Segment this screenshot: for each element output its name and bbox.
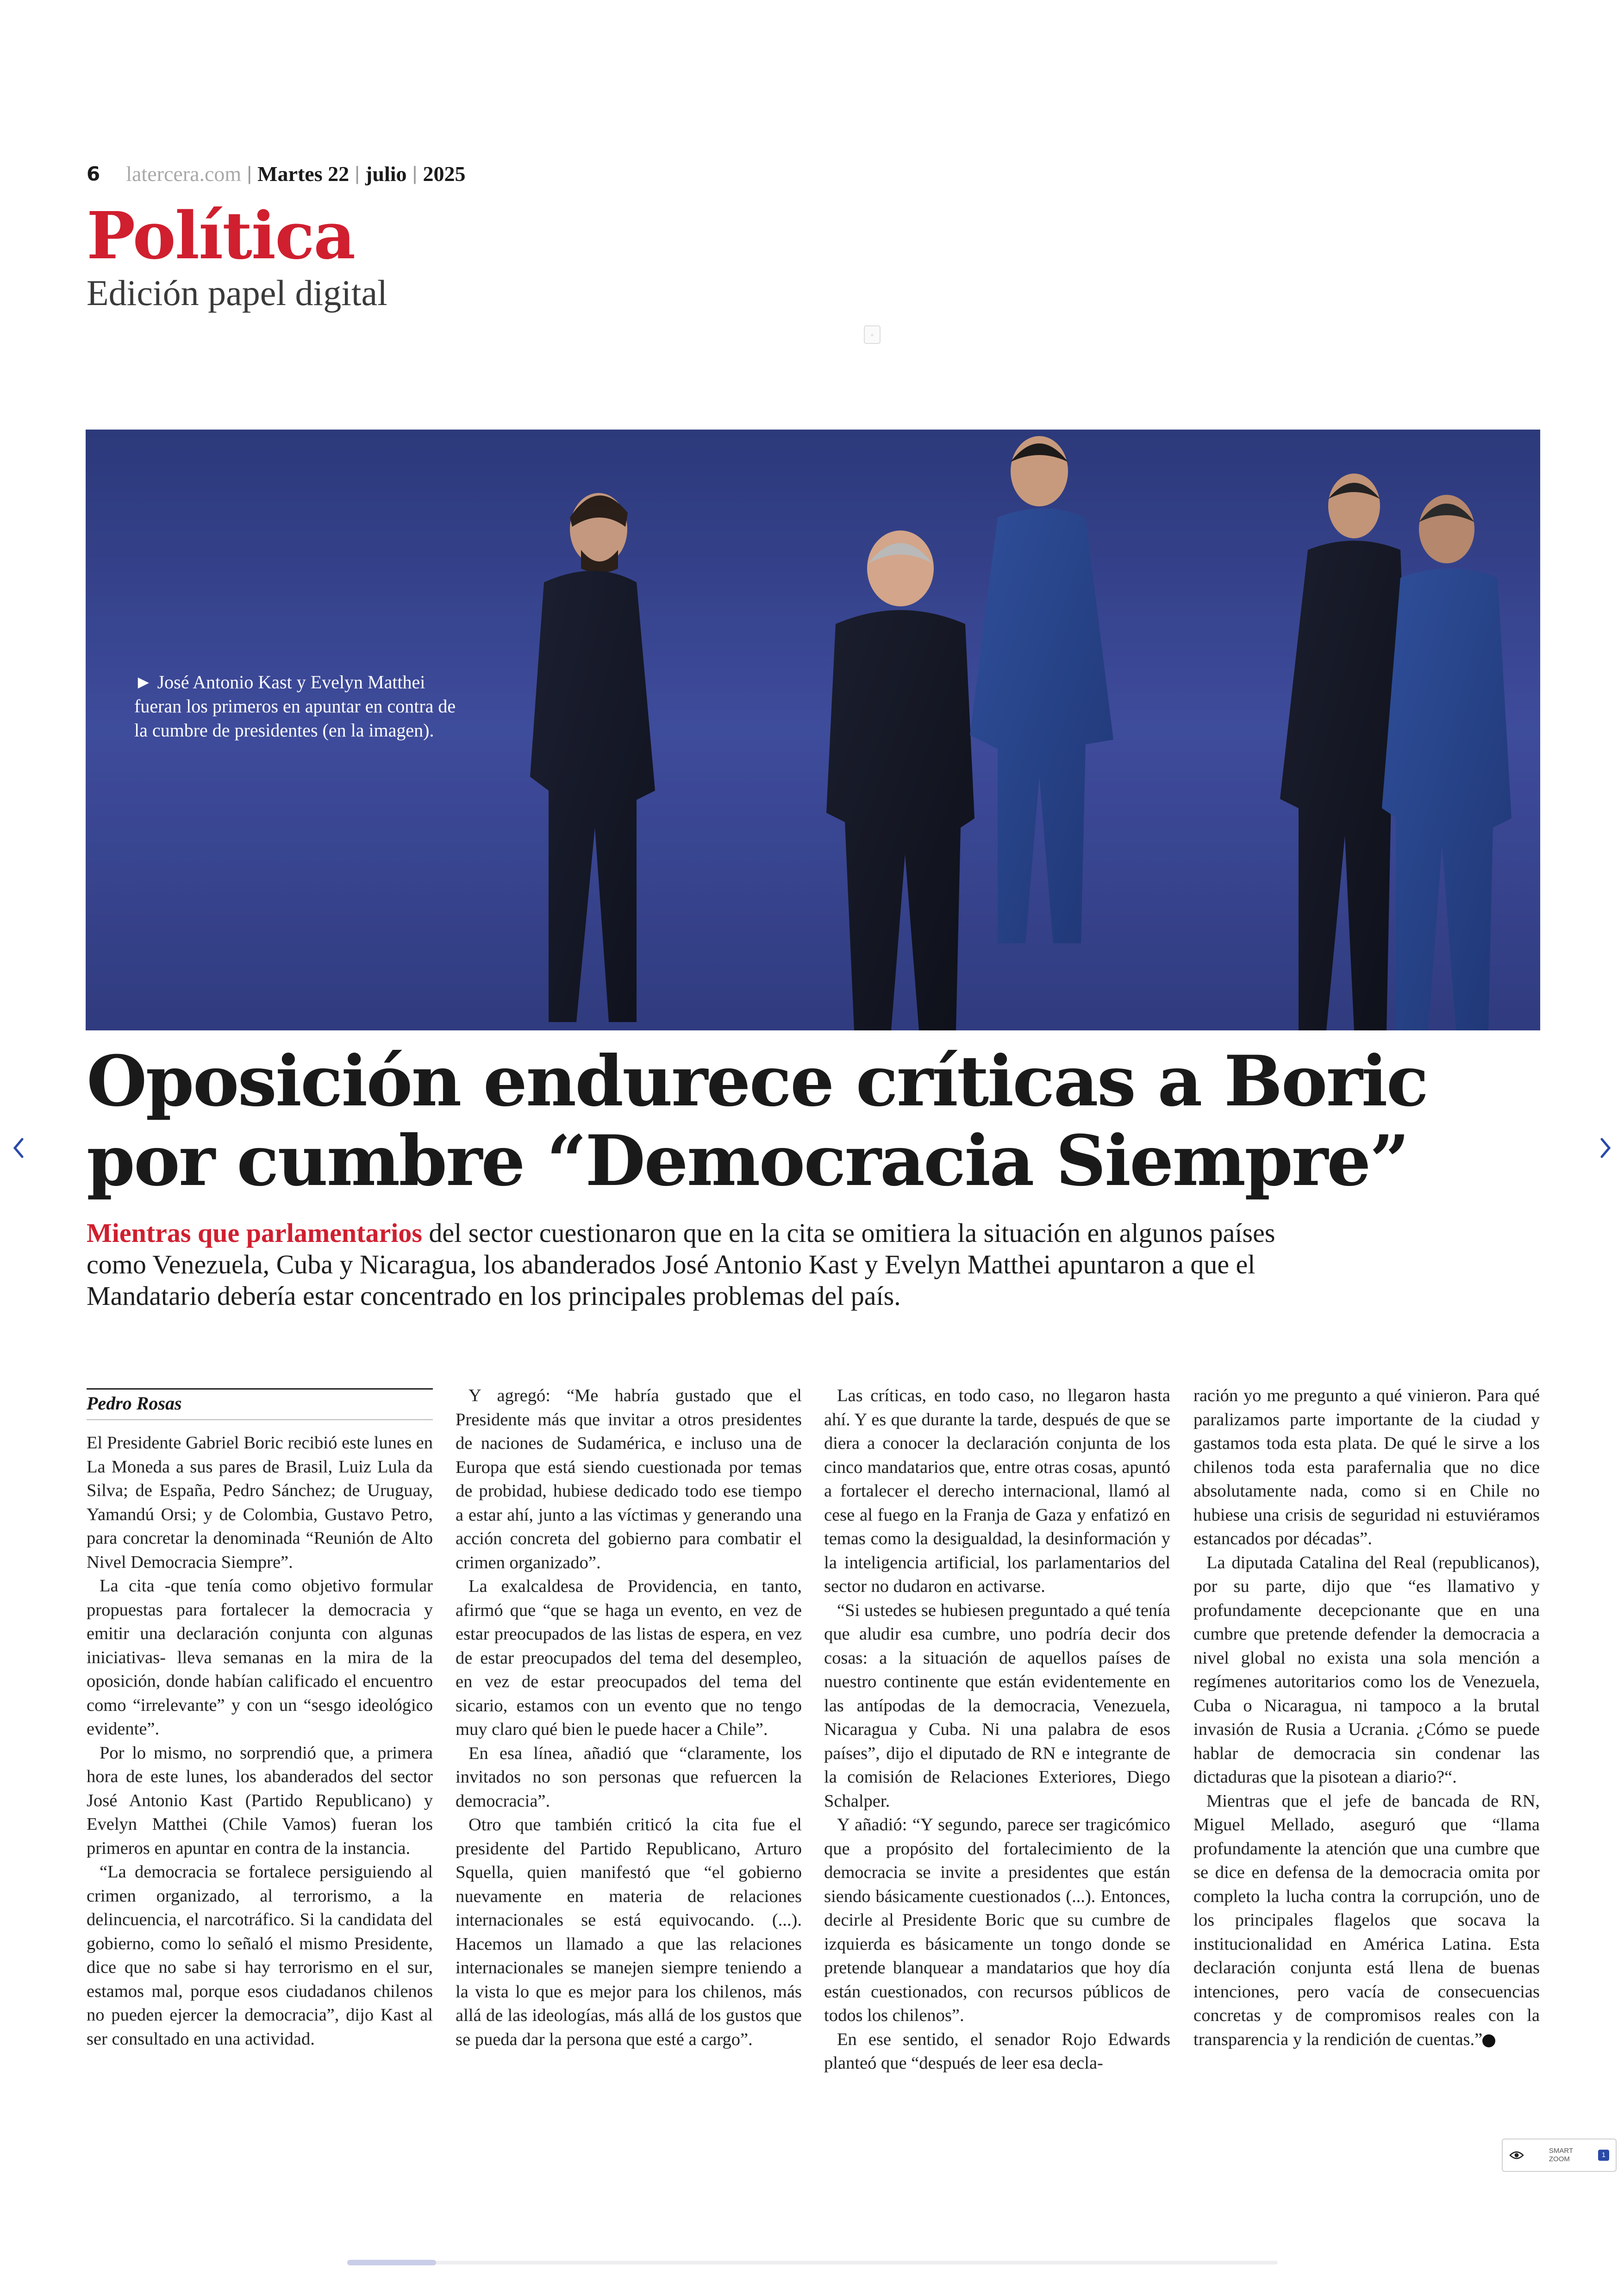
paragraph: Por lo mismo, no sorprendió que, a primera hora de este lunes, los abanderados del sector José Antonio Kast (Partido Republicano) y Evelyn Matthei (Chile Vamos) fueran los primeros en apuntar en contra de la instancia. bbox=[87, 1743, 433, 1858]
prev-page-button[interactable] bbox=[6, 1129, 30, 1166]
site-name: latercera.com bbox=[126, 162, 242, 186]
author-rule bbox=[87, 1388, 433, 1390]
photo-caption: ► José Antonio Kast y Evelyn Matthei fueran los primeros en apuntar en contra de la cumbre de presidentes (en la imagen). bbox=[134, 672, 456, 741]
paragraph: Y añadió: “Y segundo, parece ser tragicómico que a propósito del fortalecimiento de la democracia se invite a presidentes que están siendo básicamente cuestionados (...). Entonces, decirle al Presidente Boric que su cumbre de izquierda es básicamente un tongo donde se pretende blanquear a mandatarios que hoy día están cuestionados, con recursos públicos de todos los chilenos”. bbox=[824, 1815, 1170, 2025]
page-marker-icon: ▫ bbox=[864, 325, 881, 344]
lead-text: del sector cuestionaron que en la cita se omitiera la situación en algunos países como Venezuela, Cuba y Nicaragua, los abanderados José Antonio Kast y Evelyn Matthei apuntaron a que el Mandatario debería estar concentrado en los principales problemas del país. bbox=[87, 1218, 1275, 1311]
paragraph: Otro que también criticó la cita fue el presidente del Partido Republicano, Arturo Squella, quien manifestó que “el gobierno nuevamente en materia de relaciones internacionales se está equivocando. (...). Hacemos un llamado a que las relaciones internacionales se manejen siempre teniendo a la vista lo que es mejor para los chilenos, más allá de las ideologías, más allá de los gustos que se pueda dar la persona que esté a cargo”. bbox=[456, 1815, 802, 2049]
end-of-article-icon bbox=[1482, 2034, 1495, 2047]
paragraph: Y agregó: “Me habría gustado que el Presidente más que invitar a otros presidentes de naciones de Sudamérica, e incluso una de Europa que está siendo cuestionada por temas de probidad, hubiese dedicado todo ese tiempo a estar ahí, junto a las víctimas y generando una acción concreta del gobierno para combatir el crimen organizado”. bbox=[456, 1386, 802, 1572]
section-subtitle: Edición papel digital bbox=[87, 273, 387, 313]
smart-zoom-button[interactable] bbox=[1502, 2139, 1617, 2172]
eye-icon bbox=[1509, 2151, 1524, 2160]
article-column-2 bbox=[456, 1384, 802, 2052]
paragraph: “Si ustedes se hubiesen preguntado a qué tenía que aludir esa cumbre, uno podría decir dos cosas: a la situación de aquellos países de nuestro continente que están evidentemente en las antípodas de la democracia, Venezuela, Nicaragua y Cuba. Ni una palabra de esos países”, dijo el diputado de RN e integrante de la comisión de Relaciones Exteriores, Diego Schalper. bbox=[824, 1600, 1170, 1811]
headline-line: por cumbre “Democracia Siempre” bbox=[87, 1120, 1408, 1202]
lead-highlight: Mientras que parlamentarios bbox=[87, 1218, 422, 1248]
article-author: Pedro Rosas bbox=[87, 1393, 182, 1414]
chevron-left-icon bbox=[11, 1136, 25, 1160]
paragraph bbox=[1193, 1790, 1540, 2052]
paragraph: ración yo me pregunto a qué vinieron. Para qué paralizamos parte importante de la ciudad y gastamos toda esta plata. De qué le sirve a los chilenos toda esta parafernalia que no dice absolutamente nada, como si en Chile no hubiese una crisis de seguridad ni estuviéramos estancados por décadas”. bbox=[1193, 1386, 1540, 1548]
article-lead bbox=[87, 1217, 1337, 1312]
paragraph: El Presidente Gabriel Boric recibió este lunes en La Moneda a sus pares de Brasil, Luiz Lula da Silva; de España, Pedro Sánchez; de Uruguay, Yamandú Orsi; y de Colombia, Gustavo Petro, para concretar la denominada “Reunión de Alto Nivel Democracia Siempre”. bbox=[87, 1433, 433, 1572]
smart-zoom-label-line: SMART bbox=[1549, 2147, 1574, 2155]
header-day: Martes 22 bbox=[257, 162, 350, 186]
header-separator: | bbox=[247, 162, 252, 184]
header-month: julio bbox=[365, 162, 407, 186]
paragraph: “La democracia se fortalece persiguiendo al crimen organizado, al terrorismo, a la delincuencia, el narcotráfico. Si la candidata del gobierno, como lo señaló el mismo Presidente, dice que no sabe si hay terrorismo en el sur, estamos mal, porque esos ciudadanos chilenos no pueden ejercer la democracia”, dijo Kast al ser consultado en una actividad. bbox=[87, 1862, 433, 2049]
page-number: 6 bbox=[87, 162, 100, 185]
next-page-button[interactable] bbox=[1594, 1129, 1618, 1166]
paragraph: En ese sentido, el senador Rojo Edwards planteó que “después de leer esa decla- bbox=[824, 2029, 1170, 2073]
smart-zoom-label bbox=[1549, 2147, 1573, 2164]
page-scrollbar[interactable] bbox=[347, 2261, 1278, 2264]
section-title: Política bbox=[87, 198, 355, 274]
paragraph: La cita -que tenía como objetivo formular propuestas para fortalecer la democracia y emitir una declaración conjunta con algunas iniciativas- lleva semanas en la mira de la oposición, donde habían calificado el encuentro como “irrelevante” y con un “sesgo ideológico evidente”. bbox=[87, 1576, 433, 1739]
paragraph: La exalcaldesa de Providencia, en tanto, afirmó que “que se haga un evento, en vez de estar preocupados de las listas de espera, en vez de estar preocupados del tema del desempleo, en vez de estar preocupados del tema del sicario, estamos con un evento que no tengo muy claro qué bien le puede hacer a Chile”. bbox=[456, 1577, 802, 1739]
header-separator: | bbox=[412, 162, 418, 184]
header-year: 2025 bbox=[423, 162, 466, 186]
header-separator: | bbox=[355, 162, 360, 184]
article-column-4 bbox=[1193, 1384, 1540, 2052]
author-divider bbox=[87, 1419, 433, 1420]
paragraph: Las críticas, en todo caso, no llegaron hasta ahí. Y es que durante la tarde, después de que se diera a conocer la declaración conjunta de los cinco mandatarios que, entre otras cosas, apuntó a fortalecer el derecho internacional, llamó al cese al fuego en la Franja de Gaza y enfatizó en temas como la desigualdad, la desinformación y la inteligencia artificial, los parlamentarios del sector no dudaron en activarse. bbox=[824, 1386, 1170, 1596]
article-column-1 bbox=[87, 1431, 433, 2051]
paragraph: La diputada Catalina del Real (republicanos), por su parte, dijo que “es llamativo y profundamente decepcionante que en una cumbre que pretende defender la democracia a nivel global no exista una sola mención a regímenes autoritarios como los de Venezuela, Cuba o Nicaragua, ni tampoco a la brutal invasión de Rusia a Ucrania. ¿Cómo se puede hablar de democracia sin condenar las dictaduras que la pisotean a diario?“. bbox=[1193, 1553, 1540, 1787]
smart-zoom-label-line: ZOOM bbox=[1549, 2155, 1570, 2163]
headline-line: Oposición endurece críticas a Boric bbox=[87, 1041, 1427, 1122]
page-header bbox=[87, 160, 465, 187]
paragraph: En esa línea, añadió que “claramente, los invitados no son personas que refuercen la democracia”. bbox=[456, 1743, 802, 1811]
page-scrollbar-thumb[interactable] bbox=[347, 2260, 436, 2265]
paragraph-text: Mientras que el jefe de bancada de RN, Miguel Mellado, aseguró que “llama profundamente la atención que una cumbre que se dice en defensa de la democracia omita por completo la lucha contra la corrupción, uno de los principales flagelos que socava la institucionalidad en América Latina. Esta declaración conjunta está llena de buenas intenciones, pero vacía de consecuencias concretas y de compromisos reales con la transparencia y la rendición de cuentas.” bbox=[1193, 1791, 1540, 2049]
article-column-3 bbox=[824, 1384, 1170, 2076]
chevron-right-icon bbox=[1599, 1136, 1613, 1160]
zoom-badge: 1 bbox=[1598, 2150, 1609, 2161]
article-headline bbox=[87, 1041, 1475, 1201]
